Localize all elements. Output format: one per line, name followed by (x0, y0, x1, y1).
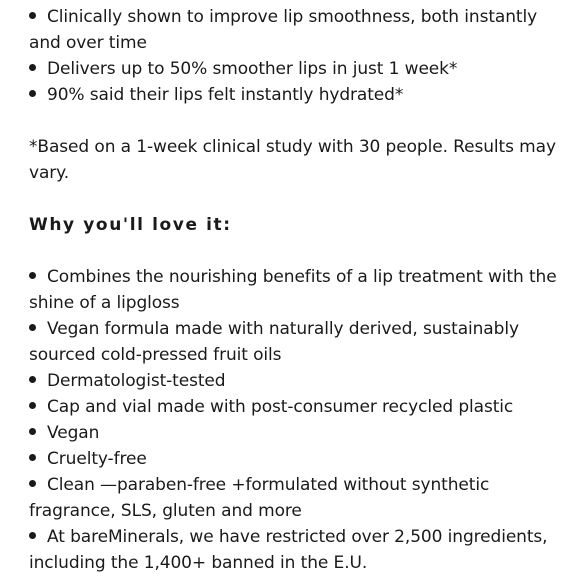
bullet-icon (29, 90, 36, 97)
bullet-icon (29, 454, 36, 461)
list-item-text: Clean —paraben-free +formulated without synthetic fragrance, SLS, gluten and more (29, 475, 490, 521)
list-item-text: Vegan (47, 423, 100, 443)
list-item-text: Cap and vial made with post-consumer recycled plastic (47, 397, 514, 417)
bullet-icon (29, 12, 36, 19)
section-heading: Why you'll love it: (29, 215, 232, 235)
bullet-icon (29, 272, 36, 279)
bullet-icon (29, 64, 36, 71)
list-item-text: Vegan formula made with naturally derived, sustainably sourced cold-pressed fruit oils (29, 319, 519, 365)
list-item (29, 264, 559, 316)
list-item-text: Dermatologist-tested (47, 371, 226, 391)
list-item (29, 4, 559, 56)
list-item (29, 316, 559, 368)
list-item-text: Combines the nourishing benefits of a lip treatment with the shine of a lipgloss (29, 267, 557, 313)
list-item (29, 420, 559, 446)
list-item-text: Clinically shown to improve lip smoothness, both instantly and over time (29, 7, 538, 53)
bullet-icon (29, 532, 36, 539)
product-description (29, 4, 559, 576)
list-item-text: Cruelty-free (47, 449, 147, 469)
bullet-icon (29, 428, 36, 435)
bullet-icon (29, 376, 36, 383)
list-item-text: 90% said their lips felt instantly hydrated* (47, 85, 404, 105)
list-item (29, 394, 559, 420)
list-item (29, 56, 559, 82)
list-item (29, 524, 559, 576)
benefits-list (29, 4, 559, 108)
list-item (29, 472, 559, 524)
list-item (29, 82, 559, 108)
list-item-text: Delivers up to 50% smoother lips in just 1 week* (47, 59, 458, 79)
list-item-text: At bareMinerals, we have restricted over 2,500 ingredients, including the 1,400+ banned in the E.U. (29, 527, 548, 573)
bullet-icon (29, 402, 36, 409)
clinical-footnote: *Based on a 1-week clinical study with 30 people. Results may vary. (29, 137, 556, 183)
list-item (29, 368, 559, 394)
bullet-icon (29, 480, 36, 487)
bullet-icon (29, 324, 36, 331)
love-list (29, 264, 559, 576)
list-item (29, 446, 559, 472)
